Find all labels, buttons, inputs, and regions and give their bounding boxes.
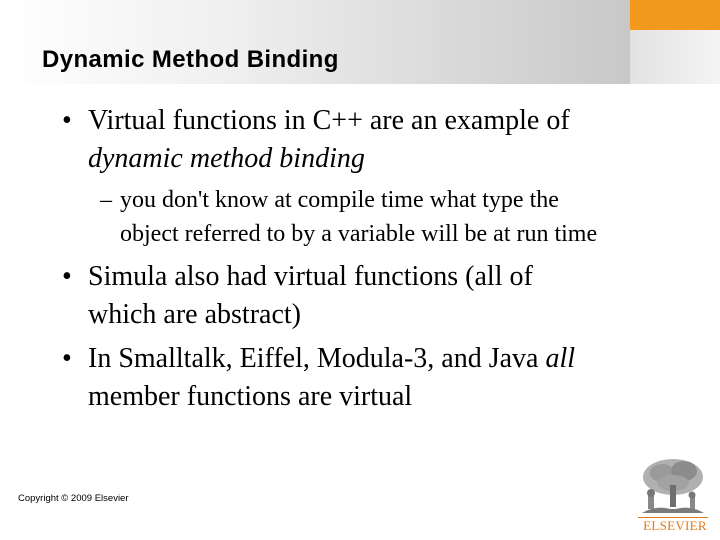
bullet-2-line-1: Simula also had virtual functions (all of [88,261,533,292]
title-bar-extension [630,30,720,84]
bullet-symbol: • [62,105,72,136]
elsevier-logo-text: ELSEVIER [643,518,707,533]
bullet-3-line-1-text: In Smalltalk, Eiffel, Modula-3, and Java [88,343,546,374]
bullet-symbol: • [62,343,72,374]
bullet-3-line-1 [88,340,668,378]
copyright-notice: Copyright © 2009 Elsevier [18,493,129,504]
bullet-symbol: • [62,261,72,292]
bullet-2-line-2: which are abstract) [88,299,301,330]
orange-accent-block [630,0,720,30]
slide-title: Dynamic Method Binding [42,46,339,73]
bullet-3-line-2: member functions are virtual [88,381,413,412]
dash-symbol: – [100,187,112,213]
bullet-1-line-2: dynamic method binding [88,143,365,174]
bullet-3-emphasis: all [545,343,576,374]
sub-bullet-line-2: object referred to by a variable will be at run time [120,221,598,247]
bullet-1-line-1: Virtual functions in C++ are an example of [88,105,570,136]
sub-bullet-line-1: you don't know at compile time what type the [120,187,559,213]
